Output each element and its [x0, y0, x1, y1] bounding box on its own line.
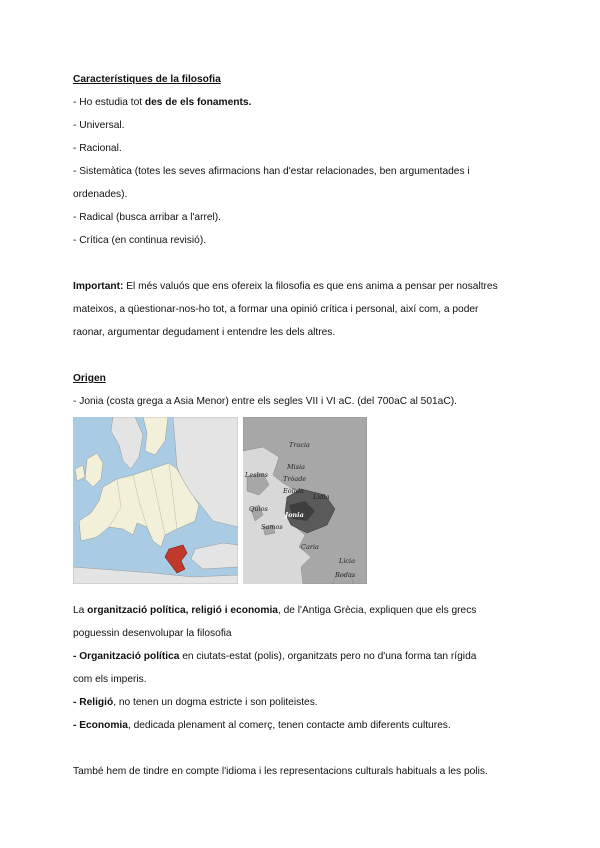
characteristics-heading: Característiques de la filosofia: [73, 74, 221, 85]
map-label: Rodas: [335, 571, 356, 579]
item-text: , dedicada plenament al comerç, tenen contacte amb diferents cultures.: [127, 720, 451, 731]
political-item-continuation: com els imperis.: [73, 674, 147, 685]
origin-heading: Origen: [73, 373, 106, 384]
origin-text: - Jonia (costa grega a Asia Menor) entre els segles VII i VI aC. (del 700aC al 501aC).: [73, 396, 457, 407]
map-label: Tracia: [289, 441, 310, 449]
map-label: Lidia: [313, 493, 330, 501]
characteristic-item: - Sistemàtica (totes les seves afirmacions han d'estar relacionades, ben argumentades i: [73, 166, 470, 177]
ionia-map-image: [243, 417, 367, 584]
item-text: - Ho estudia tot: [73, 97, 145, 108]
characteristic-item-continuation: ordenades).: [73, 189, 128, 200]
political-item: [73, 645, 533, 668]
closing-paragraph: També hem de tindre en compte l'idioma i les representacions culturals habituals a les polis.: [73, 766, 488, 777]
paragraph-bold-text: organització política, religió i economia: [87, 605, 278, 616]
item-bold-text: - Economia: [73, 720, 128, 731]
item-text: , no tenen un dogma estricte i son politeistes.: [113, 697, 318, 708]
characteristic-item: - Universal.: [73, 120, 125, 131]
item-bold-text: - Religió: [73, 697, 114, 708]
map-label: Samos: [261, 523, 283, 531]
item-text: en ciutats-estat (polis), organitzats pero no d'una forma tan rígida: [179, 651, 477, 662]
document-body: [73, 68, 533, 783]
map-label: Misia: [287, 463, 306, 471]
item-bold-text: des de els fonaments.: [144, 97, 252, 108]
economy-item: [73, 714, 533, 737]
important-paragraph-line: raonar, argumentar degudament i entendre les dels altres.: [73, 327, 336, 338]
map-label: Lesbos: [245, 471, 268, 479]
religion-item: [73, 691, 533, 714]
important-label: Important:: [73, 281, 124, 292]
characteristic-item: - Radical (busca arribar a l'arrel).: [73, 212, 222, 223]
organization-intro: [73, 599, 533, 622]
paragraph-text: , de l'Antiga Grècia, expliquen que els grecs: [277, 605, 477, 616]
map-label: Jonia: [285, 511, 304, 519]
map-label: Quios: [249, 505, 268, 513]
europe-map-image: [73, 417, 238, 584]
map-label: Caria: [301, 543, 319, 551]
map-label: Tròade: [283, 475, 307, 483]
maps-figure: [73, 417, 533, 587]
characteristic-item: [73, 91, 533, 114]
paragraph-text: El més valuós que ens ofereix la filosofia es que ens anima a pensar per nosaltres: [123, 281, 498, 292]
paragraph-text: La: [73, 605, 88, 616]
characteristic-item: - Racional.: [73, 143, 122, 154]
characteristic-item: - Crítica (en continua revisió).: [73, 235, 207, 246]
map-label: Eòlida: [283, 487, 304, 495]
important-paragraph-line: mateixos, a qüestionar-nos-ho tot, a formar una opinió crítica i personal, així com, a poder: [73, 304, 479, 315]
item-bold-text: - Organització política: [73, 651, 180, 662]
organization-intro-line: poguessin desenvolupar la filosofia: [73, 628, 232, 639]
important-paragraph: [73, 275, 533, 298]
map-label: Licia: [339, 557, 355, 565]
